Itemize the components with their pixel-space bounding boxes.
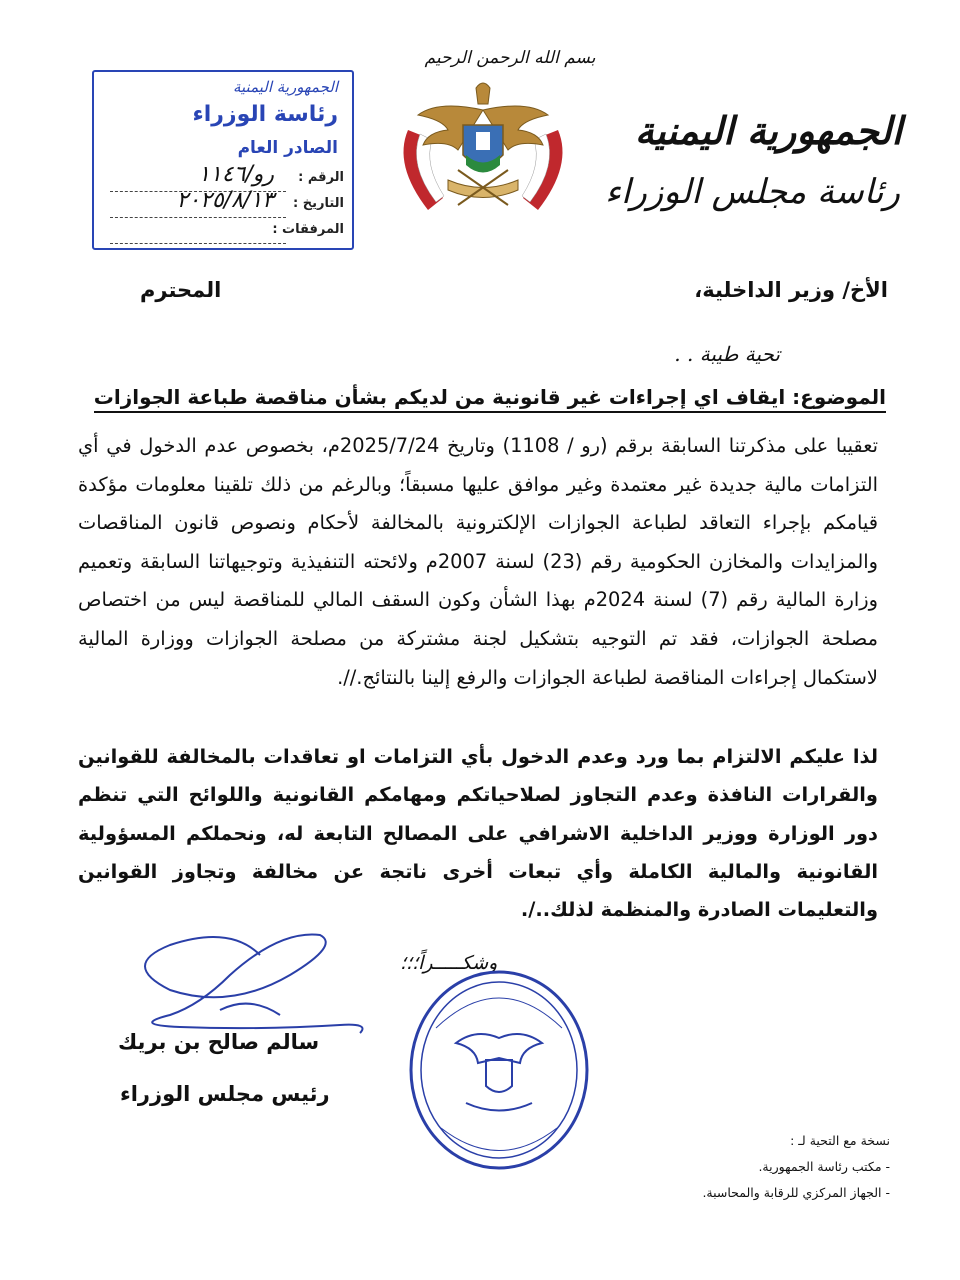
date-line [110, 217, 286, 218]
stamp-attachments-row [104, 222, 344, 248]
official-seal-icon [406, 968, 592, 1173]
copies-list [590, 1128, 890, 1206]
closing-thanks: وشكـــــراً؛؛؛ [400, 952, 498, 974]
subject-line: الموضوع: ايقاف اي إجراءات غير قانونية من لديكم بشأن مناقصة طباعة الجوازات [94, 385, 886, 413]
greeting: تحية طيبة . . [674, 342, 780, 366]
stamp-date-row [104, 188, 344, 222]
outgoing-stamp [92, 70, 354, 250]
attachments-line [110, 243, 286, 244]
copies-heading: نسخة مع التحية لـ : [790, 1133, 890, 1148]
date-label: التاريخ : [293, 196, 344, 211]
stamp-line-presidency: رئاسة الوزراء [192, 102, 338, 127]
stamp-line-outgoing: الصادر العام [237, 138, 338, 158]
copy-item: - الجهاز المركزي للرقابة والمحاسبة. [702, 1185, 890, 1200]
body-paragraph-1: تعقيبا على مذكرتنا السابقة برقم (رو / 1108) وتاريخ 2025/7/24م، بخصوص عدم الدخول في أي التزامات مالية جديدة غير معتمدة وغير موافق عليها مسبقاً؛ وبالرغم من ذلك تلقينا معلومات مؤكدة قيامكم بإجراء التعاقد لطباعة الجوازات الإلكترونية بالمخالفة لأحكام ونصوص قانون المناقصات والمزايدات والمخازن الحكومية رقم (23) لسنة 2007م ولائحته التنفيذية وتوجيهاتنا السابقة وتعميم وزارة المالية رقم (7) لسنة 2024م بهذا الشأن وكون السقف المالي للمناقصة ليس من اختصاص مصلحة الجوازات، فقد تم التوجيه بتشكيل لجنة مشتركة من مصلحة الجوازات ووزارة المالية لاستكمال إجراءات المناقصة لطباعة الجوازات والرفع إلينا بالنتائج.//. [78, 434, 878, 689]
attachments-label: المرفقات : [272, 222, 344, 237]
number-value: رو/١١٤٦ [198, 162, 274, 187]
basmala: بسم الله الرحمن الرحيم [424, 48, 596, 68]
copy-item: - مكتب رئاسة الجمهورية. [758, 1159, 890, 1174]
yemen-emblem-icon [388, 70, 578, 230]
stamp-line-republic: الجمهورية اليمنية [232, 78, 338, 96]
body-paragraph-2: لذا عليكم الالتزام بما ورد وعدم الدخول بأي التزامات او تعاقدات بالمخالفة للقوانين والقرارات النافذة وعدم التجاوز لصلاحياتكم ومهامكم القانونية واللوائح التي تنظم دور الوزارة ووزير الداخلية الاشرافي على المصالح التابعة له، ونحملكم المسؤولية القانونية والمالية الكاملة وأي تبعات أخرى ناتجة عن مخالفة وتجاوز القوانين والتعليمات الصادرة والمنظمة لذلك../. [78, 745, 878, 922]
respected-label: المحترم [140, 278, 222, 302]
republic-title: الجمهورية اليمنية [634, 108, 902, 153]
signatory-name: سالم صالح بن بريك [118, 1030, 320, 1054]
council-title: رئاسة مجلس الوزراء [605, 172, 900, 212]
signatory-title: رئيس مجلس الوزراء [120, 1082, 330, 1106]
addressee: الأخ/ وزير الداخلية، [694, 278, 888, 302]
date-value: ٢٠٢٥/٨/١٣ [176, 188, 274, 213]
number-label: الرقم : [298, 170, 344, 185]
